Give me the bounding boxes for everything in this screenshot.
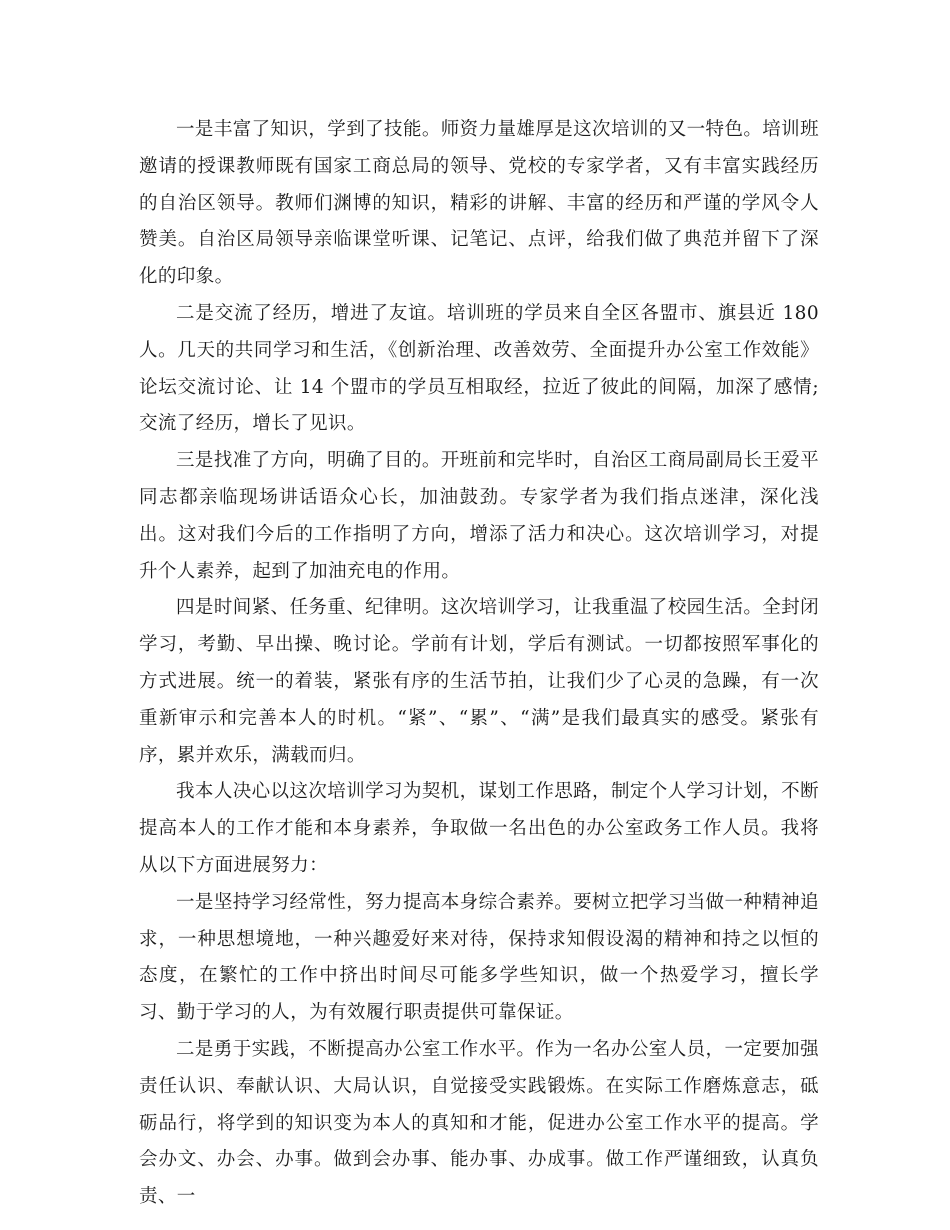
document-body [139, 112, 819, 1216]
paragraph-7: 二是勇于实践，不断提高办公室工作水平。作为一名办公室人员，一定要加强责任认识、奉献认识、大局认识，自觉接受实践锻炼。在实际工作磨炼意志，砥砺品行，将学到的知识变为本人的真知和才能，促进办公室工作水平的提高。学会办文、办会、办事。做到会办事、能办事、办成事。做工作严谨细致，认真负责、一 [139, 1038, 819, 1208]
paragraph-2: 二是交流了经历，增进了友谊。培训班的学员来自全区各盟市、旗县近 180 人。几天的共同学习和生活，《创新治理、改善效劳、全面提升办公室工作效能》论坛交流讨论、让 14 个盟市的学员互相取经，拉近了彼此的间隔，加深了感情;交流了经历，增长了见识。 [139, 302, 819, 435]
paragraph-1: 一是丰富了知识，学到了技能。师资力量雄厚是这次培训的又一特色。培训班邀请的授课教师既有国家工商总局的领导、党校的专家学者，又有丰富实践经历的自治区领导。教师们渊博的知识，精彩的讲解、丰富的经历和严谨的学风令人赞美。自治区局领导亲临课堂听课、记笔记、点评，给我们做了典范并留下了深化的印象。 [139, 119, 819, 288]
paragraph-5: 我本人决心以这次培训学习为契机，谋划工作思路，制定个人学习计划，不断提高本人的工作才能和本身素养，争取做一名出色的办公室政务工作人员。我将从以下方面进展努力： [139, 781, 819, 876]
paragraph-6: 一是坚持学习经常性，努力提高本身综合素养。要树立把学习当做一种精神追求，一种思想境地，一种兴趣爱好来对待，保持求知假设渴的精神和持之以恒的态度，在繁忙的工作中挤出时间尽可能多学些知识，做一个热爱学习，擅长学习、勤于学习的人，为有效履行职责提供可靠保证。 [139, 891, 819, 1024]
paragraph-3: 三是找准了方向，明确了目的。开班前和完毕时，自治区工商局副局长王爱平同志都亲临现场讲话语众心长，加油鼓劲。专家学者为我们指点迷津，深化浅出。这对我们今后的工作指明了方向，增添了活力和决心。这次培训学习，对提升个人素养，起到了加油充电的作用。 [139, 450, 819, 582]
paragraph-4: 四是时间紧、任务重、纪律明。这次培训学习，让我重温了校园生活。全封闭学习，考勤、早出操、晚讨论。学前有计划，学后有测试。一切都按照军事化的方式进展。统一的着装，紧张有序的生活节拍，让我们少了心灵的急躁，有一次重新审示和完善本人的时机。“紧”、“累”、“满”是我们最真实的感受。紧张有序，累并欢乐，满载而归。 [139, 597, 819, 766]
